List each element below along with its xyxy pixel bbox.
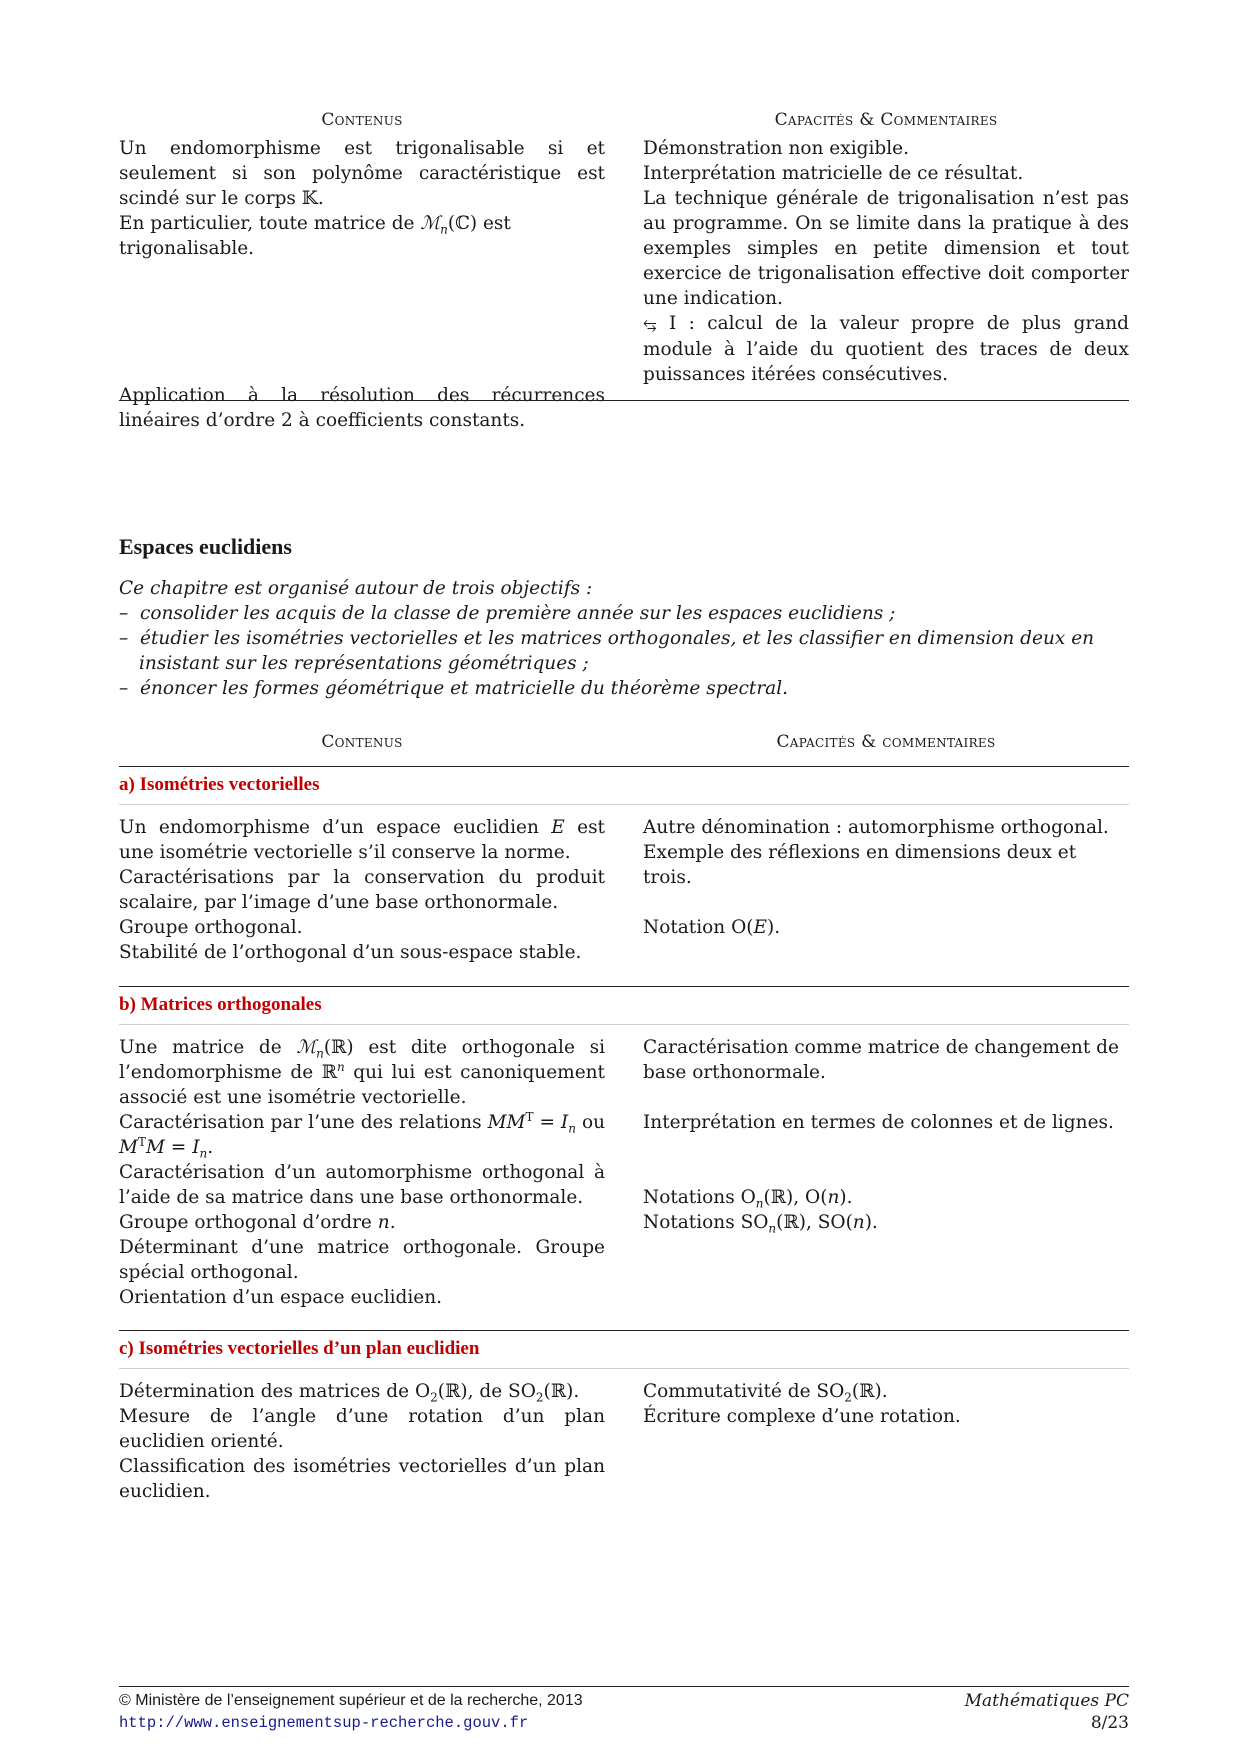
text-determinant: Déterminant d’une matrice orthogonale. Groupe spécial orthogonal. <box>119 1237 605 1283</box>
list-item: – énoncer les formes géométrique et matricielle du théorème spectral. <box>119 678 789 699</box>
text-mesure-angle: Mesure de l’angle d’une rotation d’un plan euclidien orienté. <box>119 1406 605 1452</box>
footer-url-link[interactable]: http://www.enseignementsup-recherche.gouv.fr <box>119 1714 529 1732</box>
subsection-b-right <box>643 1035 1129 1310</box>
text-caracterisations: Caractérisations par la conservation du produit scalaire, par l’image d’une base orthonormale. <box>119 867 605 913</box>
table1-right <box>643 136 1129 433</box>
header-capacites: Capacités & commentaires <box>776 732 996 752</box>
text-notation-oe: Notation O(E). <box>643 917 781 938</box>
subsection-a-rule <box>119 804 1129 805</box>
text-demo: Démonstration non exigible. <box>643 138 909 159</box>
text-automorphisme: Caractérisation d’un automorphisme orthogonal à l’aide de sa matrice dans une base orthonormale. <box>119 1162 605 1208</box>
text-matrice-trigonalisable: En particulier, toute matrice de ℳ$_n$(ℂ) est trigonalisable. <box>119 213 511 259</box>
text-determination: Détermination des matrices de $O_2(ℝ)$, de $SO_2(ℝ)$. <box>119 1381 580 1405</box>
footer-left <box>119 1690 583 1734</box>
text-notations-son: Notations $SO_n(ℝ)$, SO(n). <box>643 1212 878 1236</box>
text-colonnes-lignes: Interprétation en termes de colonnes et de lignes. <box>643 1112 1114 1133</box>
intro-text: Ce chapitre est organisé autour de trois objectifs : <box>119 578 593 599</box>
text-classification: Classification des isométries vectorielles d’un plan euclidien. <box>119 1456 605 1502</box>
subsection-c-row <box>119 1379 1129 1504</box>
footer-right <box>965 1690 1129 1734</box>
text-groupe-ordre-n: Groupe orthogonal d’ordre n. <box>119 1212 396 1233</box>
list-item: – consolider les acquis de la classe de première année sur les espaces euclidiens ; <box>119 603 896 624</box>
text-notations-on: Notations $O_n(ℝ)$, O(n). <box>643 1187 853 1211</box>
footer-copyright: © Ministère de l’enseignement supérieur et de la recherche, 2013 <box>119 1692 583 1709</box>
text-groupe-orthogonal: Groupe orthogonal. <box>119 917 303 938</box>
subsection-b-top-rule <box>119 986 1129 987</box>
subsection-a-title: a) Isométries vectorielles <box>119 774 320 795</box>
objectives-list <box>119 601 1129 701</box>
text-valeur-propre: ⥃ I : calcul de la valeur propre de plus grand module à l’aide du quotient des traces de deux puissances itérées consécutives. <box>643 313 1129 385</box>
subsection-b-left <box>119 1035 605 1310</box>
subsection-a-row <box>119 815 1129 965</box>
page <box>119 0 1129 1754</box>
subsection-b-row <box>119 1035 1129 1310</box>
subsection-b-rule <box>119 1024 1129 1025</box>
table1-row <box>119 136 1129 433</box>
text-relations: Caractérisation par l’une des relations $MM^T = I_n$ ou $M^TM = I_n$. <box>119 1109 605 1161</box>
footer-title: Mathématiques PC <box>964 1691 1129 1711</box>
table2-top-rule <box>119 766 1129 767</box>
subsection-b-title: b) Matrices orthogonales <box>119 994 322 1015</box>
table1-bottom-rule <box>119 400 1129 401</box>
subsection-c-title: c) Isométries vectorielles d’un plan euclidien <box>119 1338 480 1359</box>
subsection-a-right <box>643 815 1129 965</box>
text-isometrie-def: Un endomorphisme d’un espace euclidien E est une isométrie vectorielle s’il conserve la norme. <box>119 817 605 863</box>
text-recurrences: Application à la résolution des récurrences linéaires d’ordre 2 à coefficients constants. <box>119 385 605 431</box>
header-contenus: Contenus <box>321 732 403 752</box>
text-changement-base: Caractérisation comme matrice de changement de base orthonormale. <box>643 1037 1119 1083</box>
page-number: 8/23 <box>1090 1713 1129 1733</box>
text-interpretation: Interprétation matricielle de ce résultat. <box>643 163 1024 184</box>
footer-rule <box>119 1686 1129 1687</box>
subsection-c-left <box>119 1379 605 1504</box>
arrows-swap-icon: ⥃ <box>643 314 657 334</box>
text-autre-denomination: Autre dénomination : automorphisme orthogonal. <box>643 817 1109 838</box>
table2-header <box>119 730 1129 755</box>
text-ecriture-complexe: Écriture complexe d’une rotation. <box>643 1406 961 1427</box>
header-capacites: Capacités & Commentaires <box>774 110 998 130</box>
text-commutativite: Commutativité de $SO_2(ℝ)$. <box>643 1381 888 1405</box>
text-reflexions: Exemple des réflexions en dimensions deux et trois. <box>643 842 1077 888</box>
text-trigonalisable: Un endomorphisme est trigonalisable si et seulement si son polynôme caractéristique est scindé sur le corps 𝕂. <box>119 138 605 209</box>
section-title: Espaces euclidiens <box>119 534 292 559</box>
table1-left <box>119 136 605 433</box>
table1-header <box>119 108 1129 133</box>
header-contenus: Contenus <box>321 110 403 130</box>
subsection-c-right <box>643 1379 1129 1504</box>
subsection-c-rule <box>119 1368 1129 1369</box>
subsection-c-top-rule <box>119 1330 1129 1331</box>
text-technique: La technique générale de trigonalisation n’est pas au programme. On se limite dans la pratique à des exemples simples en petite dimension et tout exercice de trigonalisation effective doit comporter une indication. <box>643 188 1129 309</box>
text-matrice-orthogonale-def: Une matrice de ℳ$_n$(ℝ) est dite orthogonale si l’endomorphisme de ℝ$^n$ qui lui est canoniquement associé est une isométrie vectorielle. <box>119 1037 605 1108</box>
footer <box>119 1690 1129 1734</box>
text-stabilite: Stabilité de l’orthogonal d’un sous-espace stable. <box>119 942 582 963</box>
section-intro <box>119 576 1129 701</box>
text-orientation: Orientation d’un espace euclidien. <box>119 1287 443 1308</box>
list-item: – étudier les isométries vectorielles et les matrices orthogonales, et les classifier en dimension deux en insistant sur les représentations géométriques ; <box>119 628 1095 674</box>
subsection-a-left <box>119 815 605 965</box>
